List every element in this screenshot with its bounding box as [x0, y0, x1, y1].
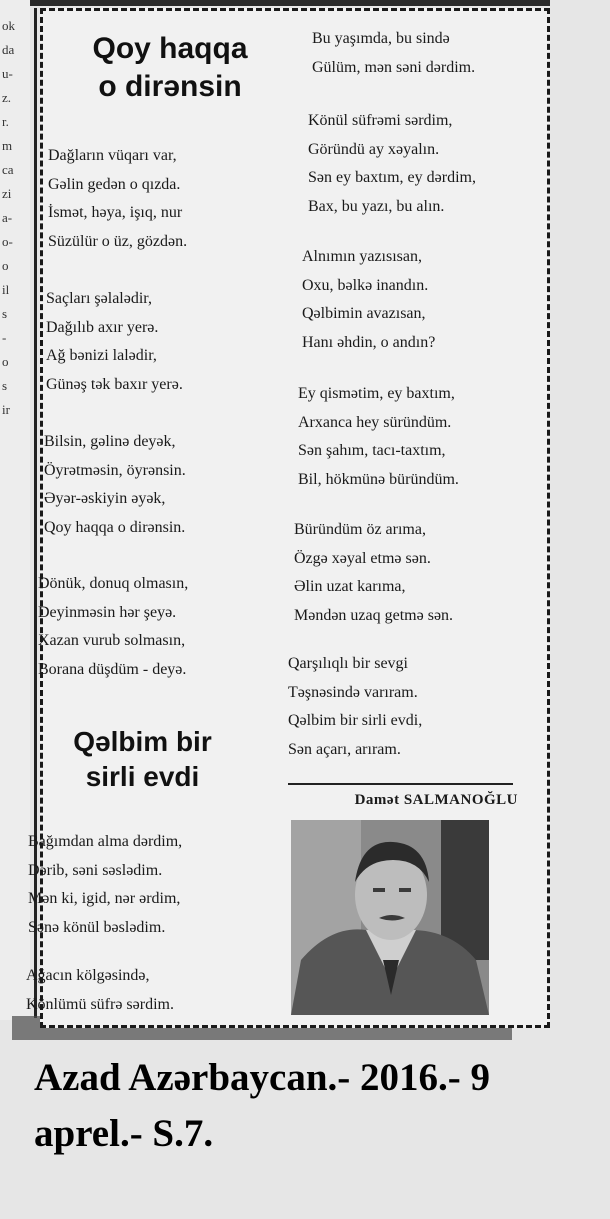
author-rule	[288, 783, 513, 785]
verse-line: Borana düşdüm - deyə.	[38, 660, 187, 678]
verse-line: Dərib, səni səslədim.	[28, 861, 163, 879]
verse-line: Qəlbimin avazısan,	[302, 305, 426, 322]
poem2-title	[35, 724, 250, 794]
fragment-text: ir	[2, 402, 10, 417]
verse-line: Süzülür o üz, gözdən.	[48, 232, 188, 250]
poem2-stanza-2	[26, 962, 174, 1019]
portrait-illustration	[291, 820, 489, 1015]
verse-line: Sən ey baxtım, ey dərdim,	[308, 169, 476, 186]
verse-line: Bil, hökmünə büründüm.	[298, 470, 459, 488]
verse-line: Əyər-əskiyin əyək,	[44, 490, 166, 507]
verse-line: Ağacın kölgəsində,	[26, 967, 150, 984]
verse-line: Qəlbim bir sirli evdi,	[288, 712, 423, 729]
verse-line: Qarşılıqlı bir sevgi	[288, 655, 408, 672]
author-portrait-photo	[291, 820, 489, 1015]
verse-line: Könül süfrəmi sərdim,	[308, 112, 453, 129]
verse-line: İsmət, həya, işıq, nur	[48, 204, 183, 221]
poem1-title-line: o dirənsin	[98, 69, 242, 103]
fragment-text: ok	[2, 18, 15, 33]
poem2-stanza-4	[308, 107, 476, 221]
verse-line: Hanı əhdin, o andın?	[302, 333, 436, 351]
verse-line: Göründü ay xəyalın.	[308, 140, 440, 158]
citation-line: aprel.- S.7.	[34, 1112, 214, 1155]
poem2-stanza-8	[288, 650, 422, 764]
verse-line: Bu yaşımda, bu sində	[312, 30, 450, 47]
poem1-stanza-1	[48, 142, 187, 256]
verse-line: Ağ bənizi lalədir,	[46, 347, 157, 364]
fragment-text: da	[2, 42, 15, 57]
verse-line: Özgə xəyal etmə sən.	[294, 549, 431, 567]
poem1-stanza-2	[46, 285, 183, 399]
verse-line: Öyrətməsin, öyrənsin.	[44, 461, 186, 479]
verse-line: Könlümü süfrə sərdim.	[26, 995, 174, 1013]
verse-line: Sən şahım, tacı-taxtım,	[298, 442, 446, 459]
verse-line: Büründüm öz arıma,	[294, 521, 426, 538]
fragment-text: il	[2, 282, 10, 297]
verse-line: Gülüm, mən səni dərdim.	[312, 58, 476, 76]
verse-line: Günəş tək baxır yerə.	[46, 375, 183, 393]
poem2-stanza-1	[28, 828, 182, 942]
verse-line: Əlin uzat karıma,	[294, 578, 406, 595]
verse-line: Saçları şəlalədir,	[46, 290, 152, 307]
verse-line: Təşnəsində varıram.	[288, 683, 418, 701]
adjacent-column-fragments	[0, 0, 30, 1020]
verse-line: Dönük, donuq olmasın,	[38, 575, 189, 592]
fragment-text: z.	[2, 90, 12, 105]
verse-line: Sənə könül bəslədim.	[28, 918, 166, 936]
poem2-stanza-7	[294, 516, 453, 630]
verse-line: Bax, bu yazı, bu alın.	[308, 197, 445, 215]
verse-line: Deyinməsin hər şeyə.	[38, 603, 177, 621]
fragment-text: a-	[2, 210, 13, 225]
poem1-stanza-4	[38, 570, 188, 684]
fragment-text: o-	[2, 234, 13, 249]
poem2-title-line: Qəlbim bir	[73, 726, 212, 757]
source-citation	[34, 1050, 490, 1162]
verse-line: Ey qismətim, ey baxtım,	[298, 385, 455, 402]
verse-line: Dağılıb axır yerə.	[46, 318, 159, 336]
author-name: Damət SALMANOĞLU	[354, 792, 518, 808]
verse-line: Bilsin, gəlinə deyək,	[44, 433, 176, 450]
fragment-text: m	[2, 138, 13, 153]
verse-line: Qoy haqqa o dirənsin.	[44, 518, 186, 536]
fragment-text: zi	[2, 186, 12, 201]
fragment-text: -	[2, 330, 7, 345]
top-rule	[30, 0, 550, 6]
poem1-title	[60, 30, 280, 105]
fragment-text: r.	[2, 114, 9, 129]
verse-line: Alnımın yazısısan,	[302, 248, 422, 265]
fragment-text: o	[2, 258, 9, 273]
poem1-stanza-3	[44, 428, 186, 542]
verse-line: Oxu, bəlkə inandın.	[302, 276, 429, 294]
verse-line: Dağların vüqarı var,	[48, 147, 177, 164]
poem2-stanza-5	[302, 243, 435, 357]
verse-line: Sən açarı, arıram.	[288, 740, 401, 758]
fragment-text: o	[2, 354, 9, 369]
verse-line: Gəlin gedən o qızda.	[48, 175, 181, 193]
verse-line: Arxanca hey süründüm.	[298, 413, 452, 431]
poem2-stanza-6	[298, 380, 459, 494]
verse-line: Məndən uzaq getmə sən.	[294, 606, 454, 624]
fragment-text: u-	[2, 66, 13, 81]
fragment-text: ca	[2, 162, 14, 177]
fragment-text: s	[2, 306, 8, 321]
poem2-stanza-3	[312, 25, 475, 82]
verse-line: Mən ki, igid, nər ərdim,	[28, 890, 181, 907]
fragment-text: s	[2, 378, 8, 393]
citation-line: Azad Azərbaycan.- 2016.- 9	[34, 1056, 491, 1099]
verse-line: Xazan vurub solmasın,	[38, 632, 186, 649]
poem1-title-line: Qoy haqqa	[92, 32, 248, 65]
verse-line: Bağımdan alma dərdim,	[28, 833, 183, 850]
poem2-title-line: sirli evdi	[85, 761, 200, 792]
